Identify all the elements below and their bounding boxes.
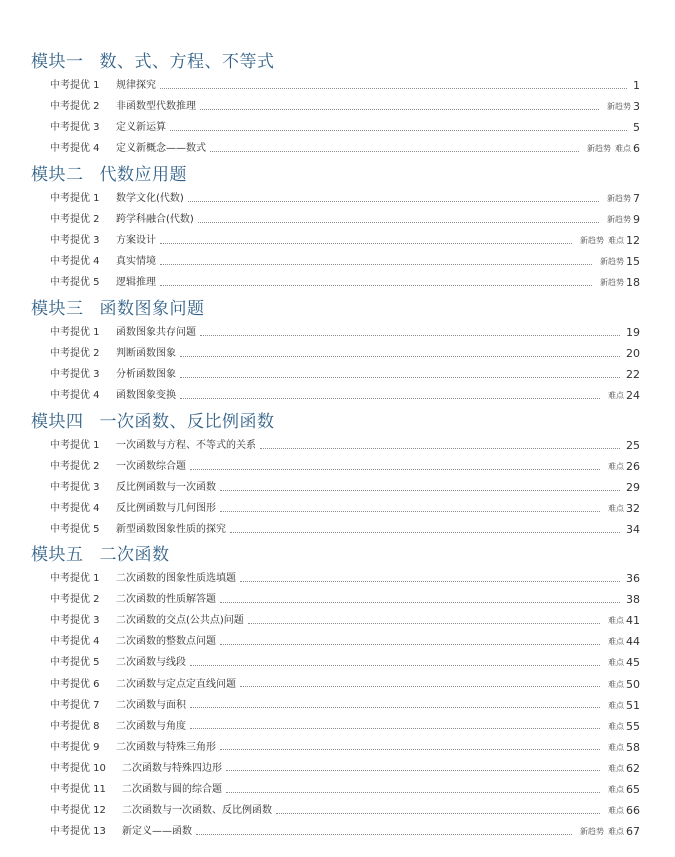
page-number: 15 [626, 255, 640, 269]
dot-leader [190, 728, 600, 729]
dot-leader [230, 532, 620, 533]
dot-leader [190, 469, 600, 470]
dot-leader [180, 398, 600, 399]
entry-label: 中考提优 3 [50, 235, 100, 247]
entry-title: 新型函数图象性质的探究 [116, 524, 226, 536]
module-title: 代数应用题 [99, 165, 187, 185]
toc-entry[interactable] [50, 782, 640, 798]
toc-entry[interactable] [50, 803, 640, 819]
toc-entry[interactable] [50, 592, 640, 608]
entry-label: 中考提优 1 [50, 440, 100, 451]
entry-tags [604, 677, 624, 693]
entry-title: 二次函数与定点定直线问题 [116, 678, 236, 690]
page-number: 7 [633, 192, 640, 205]
entry-title: 规律探究 [116, 80, 156, 91]
difficulty-tag: 难点 [608, 637, 624, 647]
dot-leader [276, 813, 600, 814]
dot-leader [200, 335, 620, 336]
page-number: 20 [626, 347, 640, 361]
toc-entry[interactable] [50, 698, 640, 714]
dot-leader [220, 749, 600, 750]
entry-title: 函数图象变换 [116, 390, 176, 402]
toc-entry[interactable] [50, 571, 640, 587]
entry-label: 中考提优 5 [50, 657, 100, 669]
page-number: 24 [626, 389, 640, 403]
page-number: 38 [626, 593, 640, 607]
entry-label: 中考提优 2 [50, 214, 100, 226]
dot-leader [196, 834, 572, 835]
toc-entry[interactable] [50, 761, 640, 777]
difficulty-tag: 难点 [608, 658, 624, 668]
trend-tag: 新趋势 [600, 278, 624, 288]
page-number: 44 [626, 635, 640, 649]
entry-tags [596, 254, 624, 270]
entry-label: 中考提优 1 [50, 573, 100, 584]
trend-tag: 新趋势 [607, 102, 631, 112]
difficulty-tag: 难点 [615, 144, 631, 154]
dot-leader [170, 130, 627, 131]
module-heading [31, 163, 187, 187]
dot-leader [180, 356, 620, 357]
entry-label: 中考提优 8 [50, 720, 100, 732]
toc-entry[interactable] [50, 388, 640, 404]
difficulty-tag: 难点 [608, 806, 624, 816]
module-title: 函数图象问题 [99, 299, 205, 319]
toc-entry[interactable] [50, 824, 640, 840]
entry-tags [604, 719, 624, 735]
page-number: 41 [626, 614, 640, 628]
dot-leader [200, 109, 599, 110]
entry-label: 中考提优 1 [50, 327, 100, 338]
trend-tag: 新趋势 [580, 827, 604, 837]
dot-leader [220, 644, 600, 645]
toc-entry[interactable] [50, 325, 640, 341]
difficulty-tag: 难点 [608, 721, 624, 731]
toc-entry[interactable] [50, 141, 640, 157]
page-number: 18 [626, 276, 640, 290]
entry-title: 二次函数与角度 [116, 720, 186, 732]
page-number: 5 [633, 121, 640, 135]
page-number: 6 [633, 142, 640, 156]
dot-leader [226, 770, 600, 771]
entry-title: 二次函数与一次函数、反比例函数 [122, 805, 272, 817]
toc-entry[interactable] [50, 254, 640, 270]
toc-entry[interactable] [50, 346, 640, 362]
entry-tags [604, 740, 624, 756]
difficulty-tag: 难点 [608, 391, 624, 401]
difficulty-tag: 难点 [608, 742, 624, 752]
dot-leader [220, 490, 620, 491]
entry-label: 中考提优 10 [50, 762, 106, 774]
entry-label: 中考提优 1 [50, 193, 100, 204]
trend-tag: 新趋势 [600, 257, 624, 267]
toc-entry[interactable] [50, 522, 640, 538]
entry-label: 中考提优 3 [50, 369, 100, 381]
entry-label: 中考提优 4 [50, 390, 100, 402]
module-title: 一次函数、反比例函数 [99, 412, 275, 432]
entry-label: 中考提优 6 [50, 678, 100, 690]
entry-label: 中考提优 3 [50, 122, 100, 134]
toc-entry[interactable] [50, 212, 640, 228]
entry-title: 二次函数的交点(公共点)问题 [116, 615, 244, 627]
entry-tags [604, 388, 624, 404]
page-number: 22 [626, 368, 640, 382]
page-number: 12 [626, 234, 640, 248]
entry-tags [576, 824, 624, 840]
page-number: 9 [633, 213, 640, 227]
dot-leader [180, 377, 620, 378]
entry-tags [604, 761, 624, 777]
entry-title: 真实情境 [116, 256, 156, 268]
module-number: 模块三 [31, 299, 84, 319]
toc-entry[interactable] [50, 655, 640, 671]
toc-entry[interactable] [50, 78, 640, 94]
entry-tags [604, 634, 624, 650]
toc-entry[interactable] [50, 233, 640, 249]
entry-tags [604, 655, 624, 671]
entry-tags [604, 613, 624, 629]
dot-leader [160, 243, 572, 244]
entry-tags [603, 191, 631, 207]
toc-entry[interactable] [50, 501, 640, 517]
page-number: 19 [626, 326, 640, 339]
toc-entry[interactable] [50, 719, 640, 735]
toc-entry[interactable] [50, 459, 640, 475]
dot-leader [190, 665, 600, 666]
dot-leader [190, 707, 600, 708]
page-number: 32 [626, 502, 640, 516]
module-heading [31, 410, 275, 434]
page-number: 50 [626, 677, 640, 691]
toc-entry[interactable] [50, 438, 640, 454]
entry-label: 中考提优 12 [50, 805, 106, 817]
entry-label: 中考提优 3 [50, 482, 100, 494]
module-heading [31, 297, 205, 321]
difficulty-tag: 难点 [608, 462, 624, 472]
entry-label: 中考提优 2 [50, 348, 100, 360]
entry-tags [603, 212, 631, 228]
entry-title: 反比例函数与一次函数 [116, 482, 216, 494]
dot-leader [210, 151, 579, 152]
difficulty-tag: 难点 [608, 236, 624, 246]
page-number: 26 [626, 460, 640, 474]
trend-tag: 新趋势 [607, 215, 631, 225]
trend-tag: 新趋势 [607, 194, 631, 203]
entry-tags [604, 782, 624, 798]
page-number: 67 [626, 825, 640, 839]
entry-tags [604, 698, 624, 714]
entry-title: 非函数型代数推理 [116, 101, 196, 113]
entry-title: 定义新运算 [116, 122, 166, 134]
difficulty-tag: 难点 [608, 679, 624, 689]
trend-tag: 新趋势 [580, 236, 604, 246]
entry-title: 二次函数与线段 [116, 657, 186, 669]
entry-title: 判断函数图象 [116, 348, 176, 360]
entry-label: 中考提优 1 [50, 80, 100, 91]
dot-leader [248, 623, 600, 624]
page-number: 45 [626, 656, 640, 670]
dot-leader [220, 511, 600, 512]
difficulty-tag: 难点 [608, 616, 624, 626]
entry-tags [576, 233, 624, 249]
entry-label: 中考提优 11 [50, 784, 106, 795]
entry-tags [596, 275, 624, 291]
toc-entry[interactable] [50, 634, 640, 650]
trend-tag: 新趋势 [587, 144, 611, 154]
entry-title: 二次函数与面积 [116, 699, 186, 711]
page-number: 29 [626, 481, 640, 495]
toc-entry[interactable] [50, 191, 640, 207]
page-number: 25 [626, 439, 640, 452]
module-number: 模块五 [31, 545, 84, 565]
entry-label: 中考提优 2 [50, 461, 100, 473]
entry-tags [604, 501, 624, 517]
entry-title: 二次函数的整数点问题 [116, 636, 216, 648]
dot-leader [160, 264, 592, 265]
entry-tags [604, 803, 624, 819]
entry-label: 中考提优 5 [50, 277, 100, 289]
entry-title: 反比例函数与几何图形 [116, 503, 216, 515]
module-number: 模块一 [31, 52, 84, 72]
module-title: 二次函数 [99, 545, 170, 565]
entry-label: 中考提优 4 [50, 256, 100, 268]
entry-label: 中考提优 13 [50, 826, 106, 838]
toc-entry[interactable] [50, 120, 640, 136]
entry-title: 二次函数与圆的综合题 [122, 784, 222, 795]
entry-label: 中考提优 3 [50, 615, 100, 627]
dot-leader [160, 285, 592, 286]
difficulty-tag: 难点 [608, 785, 624, 794]
entry-title: 一次函数与方程、不等式的关系 [116, 440, 256, 451]
entry-label: 中考提优 4 [50, 503, 100, 515]
dot-leader [240, 686, 600, 687]
entry-title: 跨学科融合(代数) [116, 214, 194, 226]
module-number: 模块四 [31, 412, 84, 432]
page-number: 62 [626, 761, 640, 775]
entry-label: 中考提优 9 [50, 741, 100, 753]
toc-entry[interactable] [50, 677, 640, 693]
difficulty-tag: 难点 [608, 763, 624, 773]
page-number: 34 [626, 523, 640, 537]
entry-title: 数学文化(代数) [116, 193, 184, 204]
entry-label: 中考提优 4 [50, 636, 100, 648]
dot-leader [240, 581, 620, 582]
entry-title: 新定义——函数 [122, 826, 192, 838]
dot-leader [226, 792, 600, 793]
entry-title: 二次函数与特殊三角形 [116, 741, 216, 753]
page-number: 1 [633, 79, 640, 92]
entry-title: 方案设计 [116, 235, 156, 247]
module-number: 模块二 [31, 165, 84, 185]
entry-label: 中考提优 4 [50, 143, 100, 155]
difficulty-tag: 难点 [608, 827, 624, 837]
module-title: 数、式、方程、不等式 [99, 52, 275, 72]
module-heading [31, 50, 275, 74]
page-number: 65 [626, 783, 640, 796]
entry-title: 定义新概念——数式 [116, 143, 206, 155]
entry-title: 函数图象共存问题 [116, 327, 196, 338]
entry-label: 中考提优 7 [50, 699, 100, 711]
entry-title: 分析函数图象 [116, 369, 176, 381]
entry-label: 中考提优 2 [50, 594, 100, 606]
toc-entry[interactable] [50, 740, 640, 756]
dot-leader [220, 602, 620, 603]
entry-title: 逻辑推理 [116, 277, 156, 289]
dot-leader [198, 222, 599, 223]
entry-title: 二次函数的图象性质选填题 [116, 573, 236, 584]
entry-title: 二次函数与特殊四边形 [122, 762, 222, 774]
dot-leader [160, 88, 627, 89]
module-heading [31, 543, 170, 567]
entry-tags [603, 99, 631, 115]
toc-entry[interactable] [50, 480, 640, 496]
page-number: 55 [626, 719, 640, 733]
toc-entry[interactable] [50, 99, 640, 115]
entry-tags [583, 141, 631, 157]
dot-leader [260, 448, 620, 449]
dot-leader [188, 201, 599, 202]
toc-entry[interactable] [50, 275, 640, 291]
entry-label: 中考提优 2 [50, 101, 100, 113]
entry-label: 中考提优 5 [50, 524, 100, 536]
page-number: 3 [633, 100, 640, 114]
page-number: 51 [626, 698, 640, 712]
entry-title: 二次函数的性质解答题 [116, 594, 216, 606]
toc-entry[interactable] [50, 613, 640, 629]
page-number: 66 [626, 804, 640, 818]
page-number: 36 [626, 572, 640, 585]
difficulty-tag: 难点 [608, 504, 624, 514]
toc-entry[interactable] [50, 367, 640, 383]
page-number: 58 [626, 740, 640, 754]
entry-tags [604, 459, 624, 475]
entry-title: 一次函数综合题 [116, 461, 186, 473]
difficulty-tag: 难点 [608, 700, 624, 710]
